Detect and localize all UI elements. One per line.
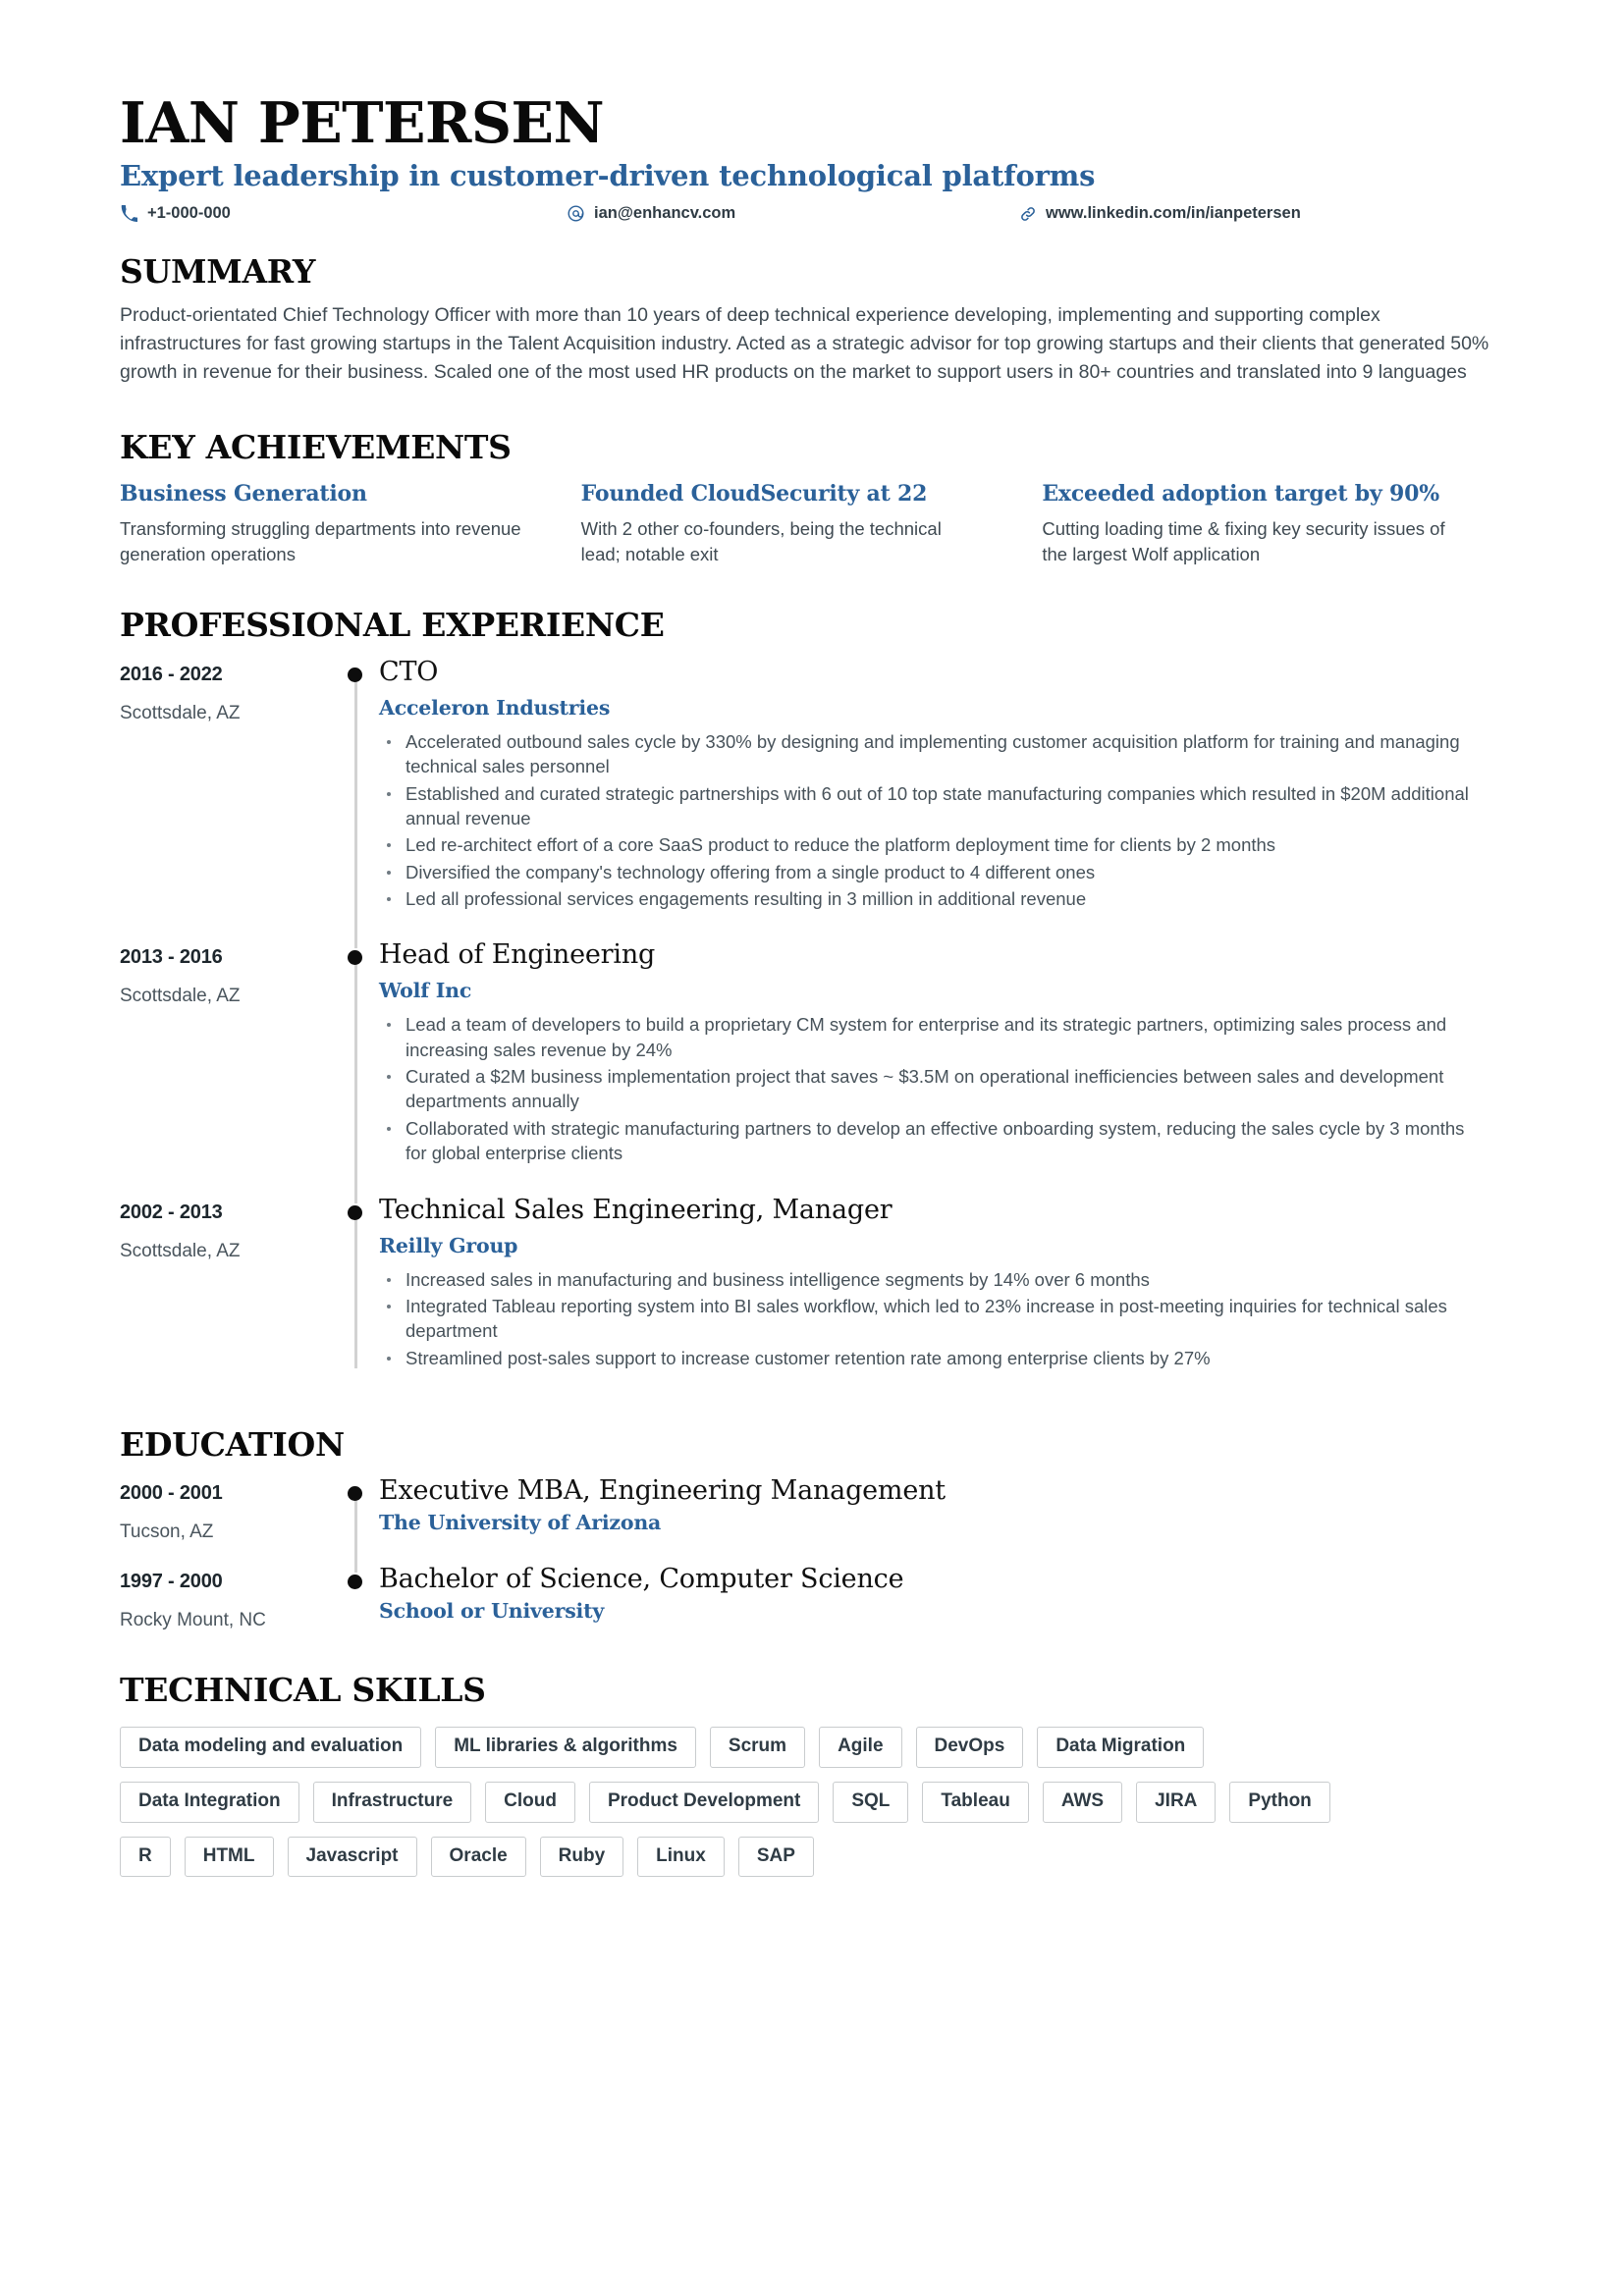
education-meta [120, 1565, 334, 1631]
timeline-line [354, 952, 357, 1202]
bullet-item: Led all professional services engagements resulting in 3 million in additional revenue [379, 886, 1477, 911]
resume-header [120, 90, 1503, 223]
bullet-item: Collaborated with strategic manufacturing partners to develop an effective onboarding system, reducing the sales cycle by 3 months for global enterprise clients [379, 1116, 1477, 1166]
timeline-rail [334, 658, 379, 924]
education-entry [120, 1565, 1503, 1631]
skill-pill[interactable]: R [120, 1837, 171, 1878]
link-icon [1018, 204, 1037, 223]
experience-meta [120, 658, 334, 924]
education-degree: Executive MBA, Engineering Management [379, 1475, 946, 1507]
summary-heading: SUMMARY [120, 252, 316, 292]
experience-period: 2016 - 2022 [120, 663, 223, 685]
skill-pill[interactable]: Javascript [288, 1837, 417, 1878]
bullet-item: Curated a $2M business implementation project that saves ~ $3.5M on operational inefficiencies between sales and development departments annually [379, 1064, 1477, 1114]
experience-company: Acceleron Industries [379, 695, 611, 720]
skill-pill[interactable]: Data Integration [120, 1782, 299, 1823]
education-degree: Bachelor of Science, Computer Science [379, 1564, 904, 1595]
timeline-dot-icon [348, 667, 362, 682]
experience-period: 2013 - 2016 [120, 946, 223, 969]
achievement-description: Cutting loading time & fixing key security issues of the largest Wolf application [1042, 517, 1445, 565]
achievement-item [581, 482, 1043, 568]
education-period: 1997 - 2000 [120, 1571, 223, 1593]
skill-pill[interactable]: Cloud [485, 1782, 575, 1823]
skill-pill[interactable]: AWS [1043, 1782, 1122, 1823]
timeline-line [354, 669, 357, 949]
education-list [120, 1476, 1503, 1631]
contact-phone[interactable] [120, 204, 567, 223]
skill-pill[interactable]: Product Development [589, 1782, 819, 1823]
section-professional-experience [120, 608, 1503, 1382]
summary-text: Product-orientated Chief Technology Officer with more than 10 years of deep technical experience developing, implementing and supporting complex infrastructures for fast growing startups in the Talent Acquisition industry. Acted as a strategic advisor for top growing startups and their clients that generated 50% growth in revenue for their business. Scaled one of the most used HR products on the market to support users in 80+ countries and translated into 9 languages [120, 304, 1489, 384]
experience-role: CTO [379, 656, 439, 687]
bullet-item: Diversified the company's technology offering from a single product to 4 different ones [379, 860, 1477, 884]
timeline-rail [334, 1196, 379, 1383]
email-icon [567, 204, 585, 223]
experience-heading: PROFESSIONAL EXPERIENCE [120, 606, 665, 645]
experience-company: Wolf Inc [379, 979, 472, 1003]
education-body [379, 1565, 1503, 1631]
achievements-grid [120, 482, 1503, 568]
experience-meta [120, 940, 334, 1177]
candidate-name: IAN PETERSEN [120, 90, 605, 156]
experience-entry [120, 658, 1503, 924]
achievement-description: With 2 other co-founders, being the technical lead; notable exit [580, 517, 942, 565]
experience-body [379, 658, 1503, 924]
phone-icon [120, 204, 138, 223]
education-meta [120, 1476, 334, 1543]
achievement-item [1042, 482, 1503, 568]
education-period: 2000 - 2001 [120, 1482, 223, 1505]
experience-bullets [379, 1267, 1503, 1370]
skill-pill[interactable]: Oracle [431, 1837, 526, 1878]
experience-entry [120, 940, 1503, 1177]
contact-phone-text: +1-000-000 [147, 204, 231, 223]
skills-container [120, 1727, 1503, 1878]
achievement-description: Transforming struggling departments into revenue generation operations [120, 517, 521, 565]
skills-heading: TECHNICAL SKILLS [120, 1671, 486, 1710]
contact-email[interactable] [567, 204, 1018, 223]
section-education [120, 1427, 1503, 1631]
skill-pill[interactable]: Ruby [540, 1837, 624, 1878]
experience-location: Scottsdale, AZ [120, 986, 241, 1007]
bullet-item: Established and curated strategic partnerships with 6 out of 10 top state manufacturing companies which resulted in $20M additional annual revenue [379, 781, 1477, 831]
education-school: The University of Arizona [379, 1510, 662, 1534]
timeline-line [354, 1488, 357, 1573]
section-summary [120, 254, 1503, 387]
bullet-item: Streamlined post-sales support to increase customer retention rate among enterprise clients by 27% [379, 1346, 1477, 1370]
skill-pill[interactable]: DevOps [916, 1727, 1024, 1768]
achievement-title: Business Generation [120, 481, 367, 507]
skill-pill[interactable]: ML libraries & algorithms [435, 1727, 696, 1768]
skill-pill[interactable]: Scrum [710, 1727, 805, 1768]
education-heading: EDUCATION [120, 1425, 345, 1465]
skill-pill[interactable]: SAP [738, 1837, 814, 1878]
skill-row [120, 1782, 1503, 1823]
experience-body [379, 1196, 1503, 1383]
timeline-dot-icon [348, 950, 362, 965]
timeline-dot-icon [348, 1205, 362, 1220]
skill-pill[interactable]: Python [1229, 1782, 1329, 1823]
education-body [379, 1476, 1503, 1543]
timeline-rail [334, 1476, 379, 1543]
experience-entry [120, 1196, 1503, 1383]
education-school: School or University [379, 1598, 605, 1623]
timeline-dot-icon [348, 1575, 362, 1589]
skill-row [120, 1837, 1503, 1878]
skill-row [120, 1727, 1503, 1768]
contact-email-text: ian@enhancv.com [594, 204, 736, 223]
skill-pill[interactable]: Linux [637, 1837, 725, 1878]
contact-linkedin[interactable] [1018, 204, 1301, 223]
achievements-heading: KEY ACHIEVEMENTS [120, 428, 512, 467]
timeline-dot-icon [348, 1486, 362, 1501]
experience-period: 2002 - 2013 [120, 1201, 223, 1223]
experience-location: Scottsdale, AZ [120, 1240, 241, 1261]
experience-meta [120, 1196, 334, 1383]
skill-pill[interactable]: Infrastructure [313, 1782, 472, 1823]
bullet-item: Increased sales in manufacturing and business intelligence segments by 14% over 6 months [379, 1267, 1477, 1292]
section-technical-skills [120, 1673, 1503, 1877]
experience-body [379, 940, 1503, 1177]
skill-pill[interactable]: Data Migration [1037, 1727, 1204, 1768]
experience-bullets [379, 729, 1503, 911]
candidate-tagline: Expert leadership in customer-driven technological platforms [120, 158, 1096, 192]
achievement-title: Exceeded adoption target by 90% [1042, 481, 1439, 507]
skill-pill[interactable]: Agile [819, 1727, 901, 1768]
section-key-achievements [120, 430, 1503, 568]
timeline-rail [334, 940, 379, 1177]
experience-location: Scottsdale, AZ [120, 702, 241, 723]
education-location: Tucson, AZ [120, 1522, 214, 1543]
timeline-line [354, 1207, 357, 1369]
bullet-item: Led re-architect effort of a core SaaS product to reduce the platform deployment time for clients by 2 months [379, 832, 1477, 857]
experience-company: Reilly Group [379, 1233, 518, 1257]
bullet-item: Accelerated outbound sales cycle by 330% by designing and implementing customer acquisition platform for training and managing technical sales personnel [379, 729, 1477, 779]
bullet-item: Integrated Tableau reporting system into BI sales workflow, which led to 23% increase in post-meeting inquiries for technical sales department [379, 1294, 1477, 1344]
skill-pill[interactable]: Data modeling and evaluation [120, 1727, 421, 1768]
skill-pill[interactable]: HTML [185, 1837, 274, 1878]
contact-row [120, 204, 1503, 223]
timeline-rail [334, 1565, 379, 1631]
skill-pill[interactable]: SQL [833, 1782, 908, 1823]
experience-list [120, 658, 1503, 1383]
skill-pill[interactable]: Tableau [922, 1782, 1028, 1823]
achievement-item [120, 482, 581, 568]
experience-role: Technical Sales Engineering, Manager [379, 1194, 893, 1225]
education-location: Rocky Mount, NC [120, 1610, 266, 1631]
experience-bullets [379, 1012, 1503, 1165]
education-entry [120, 1476, 1503, 1543]
skill-pill[interactable]: JIRA [1136, 1782, 1216, 1823]
experience-role: Head of Engineering [379, 939, 656, 971]
bullet-item: Lead a team of developers to build a proprietary CM system for enterprise and its strategic partners, optimizing sales process and increasing sales revenue by 24% [379, 1012, 1477, 1062]
contact-linkedin-text: www.linkedin.com/in/ianpetersen [1046, 204, 1301, 223]
achievement-title: Founded CloudSecurity at 22 [580, 481, 928, 507]
